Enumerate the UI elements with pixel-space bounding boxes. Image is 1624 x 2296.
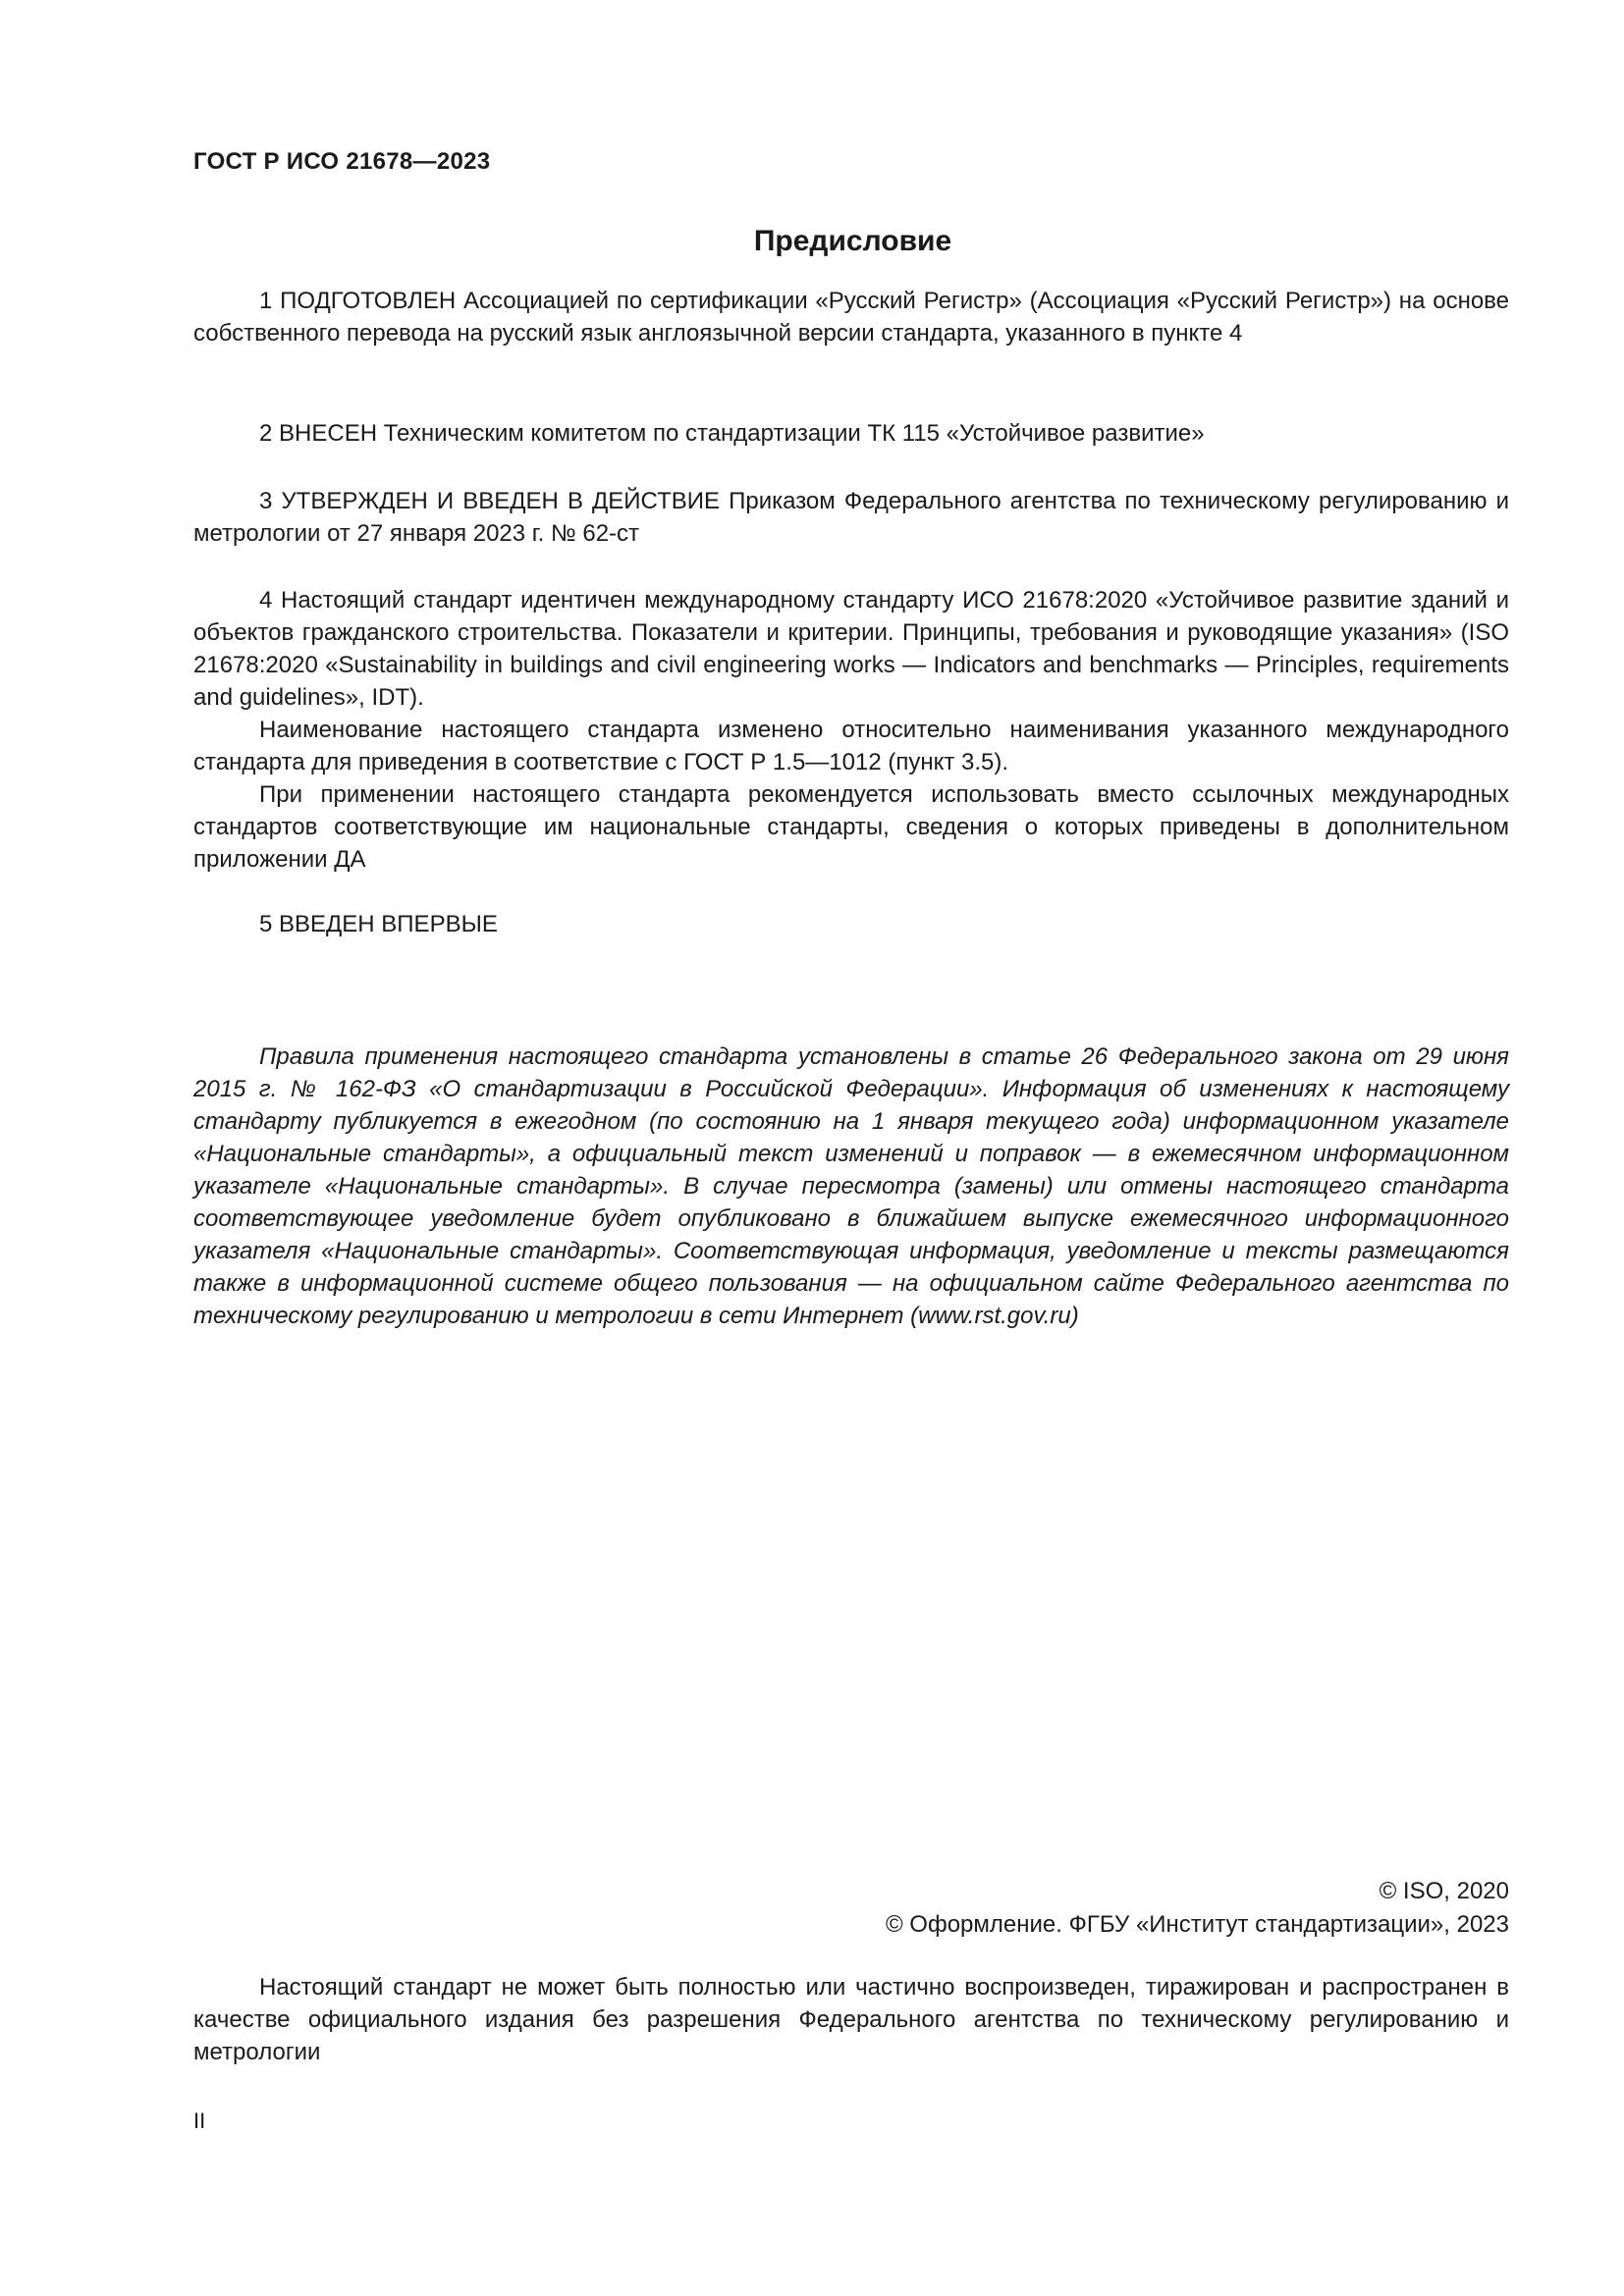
reproduction-notice-text: Настоящий стандарт не может быть полностью или частично воспроизведен, тиражирован и распространен в качестве официального издания без разрешения Федерального агентства по техническому регулированию и метрологии bbox=[193, 1974, 1509, 2065]
foreword-item-4-paragraph-1: 4 Настоящий стандарт идентичен международному стандарту ИСО 21678:2020 «Устойчивое развитие зданий и объектов гражданского строительства. Показатели и критерии. Принципы, требования и руководящие указания» (ISO 21678:2020 «Sustainability in buildings and civil engineering works — Indicators and benchmarks — Principles, requirements and guidelines», IDT). bbox=[193, 587, 1509, 711]
foreword-item-4 bbox=[193, 584, 1509, 876]
reproduction-notice bbox=[193, 1971, 1509, 2068]
foreword-item-1-text: 1 ПОДГОТОВЛЕН Ассоциацией по сертификации «Русский Регистр» (Ассоциация «Русский Регистр») на основе собственного перевода на русский язык англоязычной версии стандарта, указанного в пункте 4 bbox=[193, 288, 1509, 347]
copyright-iso: © ISO, 2020 bbox=[1379, 1878, 1509, 1904]
copyright-design: © Оформление. ФГБУ «Институт стандартизации», 2023 bbox=[885, 1911, 1509, 1938]
foreword-item-3-text: 3 УТВЕРЖДЕН И ВВЕДЕН В ДЕЙСТВИЕ Приказом Федерального агентства по техническому регулированию и метрологии от 27 января 2023 г. № 62-ст bbox=[193, 488, 1509, 547]
copyright-block bbox=[886, 1875, 1509, 1942]
foreword-item-2-text: 2 ВНЕСЕН Техническим комитетом по стандартизации ТК 115 «Устойчивое развитие» bbox=[259, 420, 1205, 447]
foreword-item-1 bbox=[193, 285, 1509, 349]
rules-notice bbox=[193, 1041, 1509, 1332]
foreword-item-4-paragraph-3: При применении настоящего стандарта рекомендуется использовать вместо ссылочных международных стандартов соответствующие им национальные стандарты, сведения о которых приведены в дополнительном приложении ДА bbox=[193, 781, 1509, 873]
foreword-item-2 bbox=[193, 417, 1509, 450]
page-number: II bbox=[193, 2109, 206, 2133]
foreword-item-3 bbox=[193, 485, 1509, 550]
foreword-item-4-paragraph-2: Наименование настоящего стандарта изменено относительно наименивания указанного международного стандарта для приведения в соответствие с ГОСТ Р 1.5—1012 (пункт 3.5). bbox=[193, 717, 1509, 775]
rules-notice-text: Правила применения настоящего стандарта установлены в статье 26 Федерального закона от 29 июня 2015 г. № 162-ФЗ «О стандартизации в Российской Федерации». Информация об изменениях к настоящему стандарту публикуется в ежегодном (по состоянию на 1 января текущего года) информационном указателе «Национальные стандарты», а официальный текст изменений и поправок — в ежемесячном информационном указателе «Национальные стандарты». В случае пересмотра (замены) или отмены настоящего стандарта соответствующее уведомление будет опубликовано в ближайшем выпуске ежемесячного информационного указателя «Национальные стандарты». Соответствующая информация, уведомление и тексты размещаются также в информационной системе общего пользования — на официальном сайте Федерального агентства по техническому регулированию и метрологии в сети Интернет (www.rst.gov.ru) bbox=[193, 1043, 1509, 1329]
foreword-item-5-text: 5 ВВЕДЕН ВПЕРВЫЕ bbox=[259, 911, 498, 937]
document-code: ГОСТ Р ИСО 21678—2023 bbox=[193, 148, 491, 175]
foreword-item-5 bbox=[193, 908, 1509, 940]
page-title: Предисловие bbox=[753, 225, 952, 257]
